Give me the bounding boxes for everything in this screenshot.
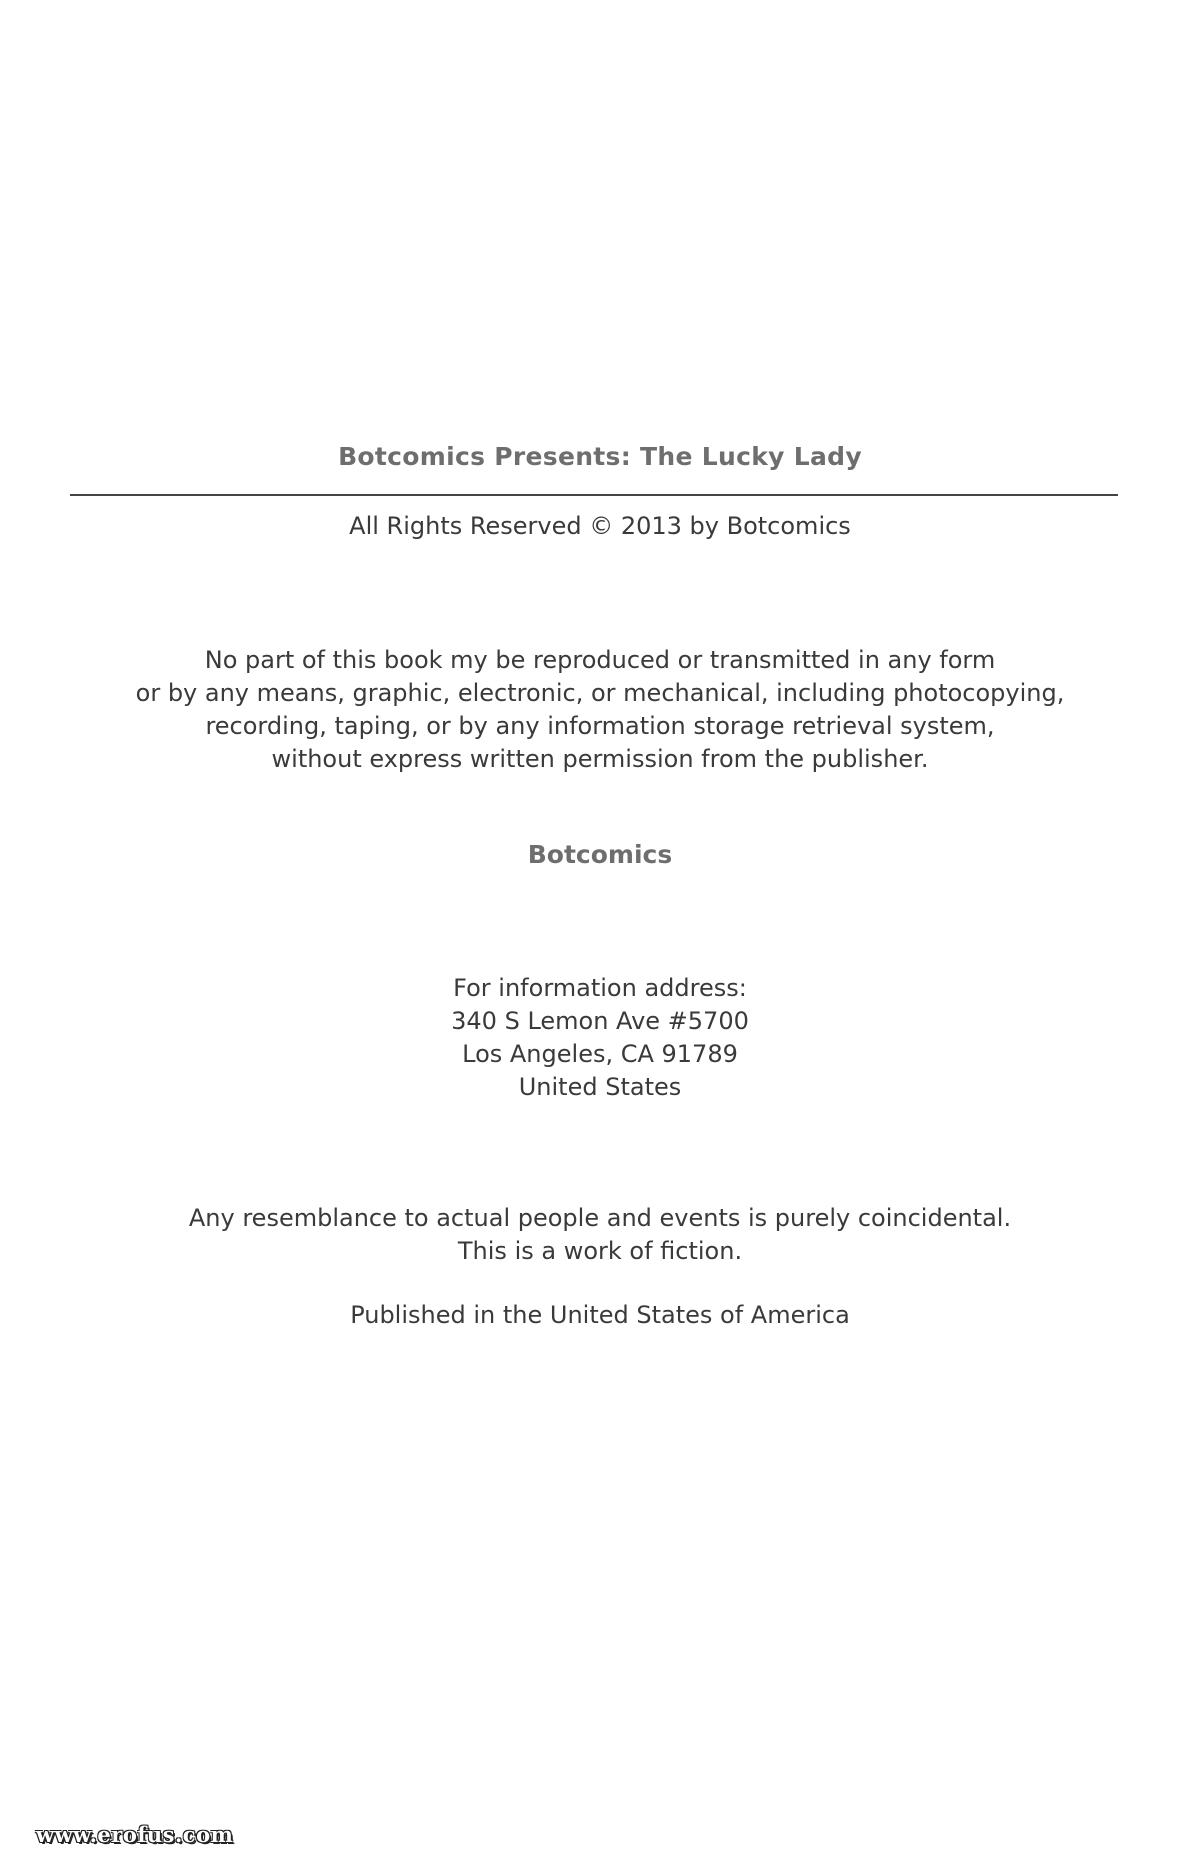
title-divider <box>70 494 1118 496</box>
rights-statement: All Rights Reserved © 2013 by Botcomics <box>349 512 851 540</box>
address-line: Los Angeles, CA 91789 <box>462 1040 738 1068</box>
notice-line: or by any means, graphic, electronic, or mechanical, including photocopying, <box>135 679 1065 707</box>
site-watermark: www.erofus.com <box>36 1822 234 1847</box>
disclaimer-line: This is a work of fiction. <box>457 1237 743 1265</box>
notice-line: recording, taping, or by any information storage retrieval system, <box>205 712 995 740</box>
address-line: United States <box>518 1073 682 1101</box>
book-title: Botcomics Presents: The Lucky Lady <box>338 442 862 471</box>
publication-country: Published in the United States of America <box>350 1301 850 1329</box>
notice-line: No part of this book my be reproduced or transmitted in any form <box>204 646 996 674</box>
publisher-address <box>0 972 1200 1104</box>
address-line: 340 S Lemon Ave #5700 <box>451 1007 749 1035</box>
address-line: For information address: <box>453 974 747 1002</box>
notice-line: without express written permission from the publisher. <box>271 745 929 773</box>
reproduction-notice <box>0 644 1200 776</box>
fiction-disclaimer <box>0 1202 1200 1268</box>
publisher-name: Botcomics <box>527 840 673 869</box>
disclaimer-line: Any resemblance to actual people and events is purely coincidental. <box>188 1204 1012 1232</box>
